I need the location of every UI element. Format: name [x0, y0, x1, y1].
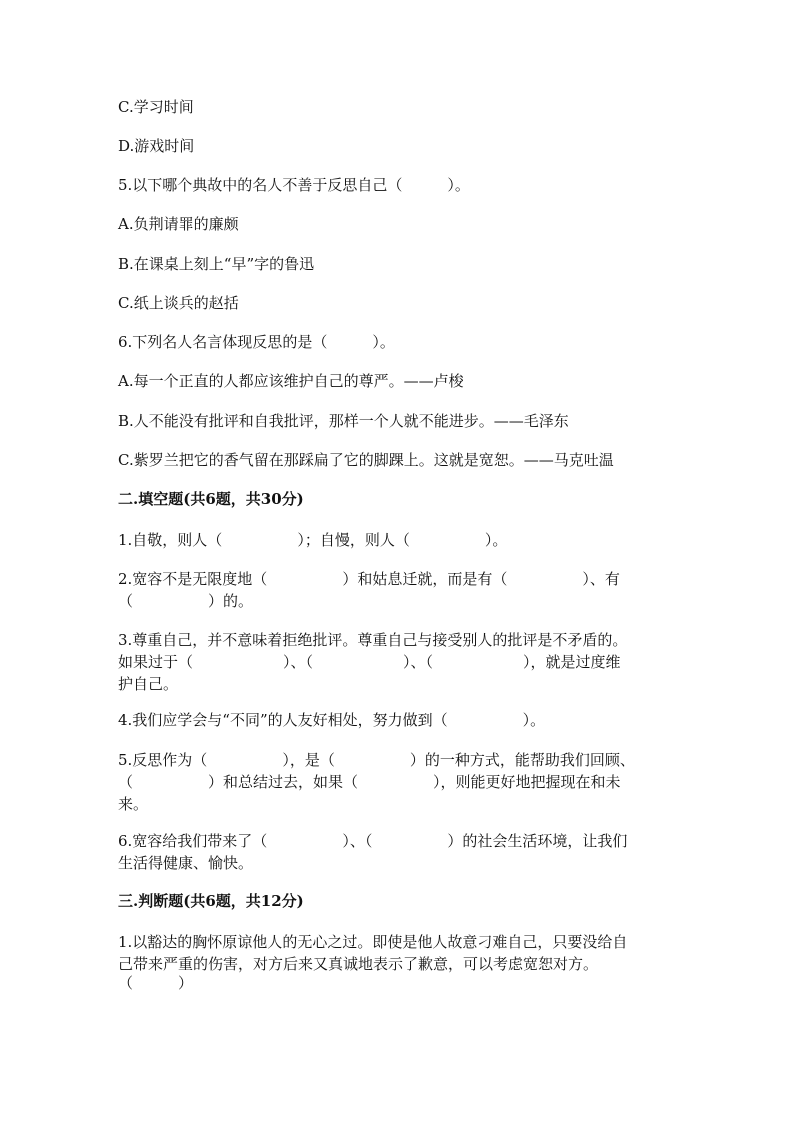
fill-q3-line1: 3.尊重自己，并不意味着拒绝批评。尊重自己与接受别人的批评是不矛盾的。 [118, 631, 628, 649]
q5-option-b: B.在课桌上刻上“早”字的鲁迅 [118, 255, 315, 273]
fill-q4: 4.我们应学会与“不同”的人友好相处，努力做到（ ）。 [118, 711, 546, 729]
fill-q5-line1: 5.反思作为（ ），是（ ）的一种方式，能帮助我们回顾、 [118, 751, 635, 769]
fill-q6-line1: 6.宽容给我们带来了（ ）、（ ）的社会生活环境，让我们 [118, 832, 628, 850]
fill-q1: 1.自敬，则人（ ）；自慢，则人（ ）。 [118, 531, 508, 549]
q6-option-a: A.每一个正直的人都应该维护自己的尊严。——卢梭 [118, 372, 464, 390]
q4-option-c: C.学习时间 [118, 98, 194, 116]
judge-q1-answer-blank: （ ） [118, 974, 194, 992]
q5-option-c: C.纸上谈兵的赵括 [118, 294, 239, 312]
q6-option-b: B.人不能没有批评和自我批评，那样一个人就不能进步。——毛泽东 [118, 412, 569, 430]
fill-q5-line3: 来。 [118, 795, 149, 813]
fill-q6-line2: 生活得健康、愉快。 [118, 854, 254, 872]
q6-option-c: C.紫罗兰把它的香气留在那踩扁了它的脚踝上。这就是宽恕。——马克吐温 [118, 451, 614, 469]
q5-option-a: A.负荆请罪的廉颇 [118, 215, 239, 233]
fill-q5-line2: （ ）和总结过去，如果（ ），则能更好地把握现在和未 [118, 773, 621, 791]
fill-q3-line2: 如果过于（ ）、（ ）、（ ），就是过度维 [118, 653, 621, 671]
section-heading-fill: 二.填空题(共6题，共30分) [118, 490, 304, 508]
judge-q1-line1: 1.以豁达的胸怀原谅他人的无心之过。即使是他人故意刁难自己，只要没给自 [118, 933, 628, 951]
fill-q3-line3: 护自己。 [118, 675, 179, 693]
q5-stem: 5.以下哪个典故中的名人不善于反思自己（ ）。 [118, 176, 470, 194]
fill-q2-line2: （ ）的。 [118, 592, 254, 610]
section-heading-judge: 三.判断题(共6题，共12分) [118, 892, 304, 910]
judge-q1-line2: 己带来严重的伤害，对方后来又真诚地表示了歉意，可以考虑宽恕对方。 [118, 955, 599, 973]
q4-option-d: D.游戏时间 [118, 137, 195, 155]
q6-stem: 6.下列名人名言体现反思的是（ ）。 [118, 333, 395, 351]
fill-q2-line1: 2.宽容不是无限度地（ ）和姑息迁就，而是有（ ）、有 [118, 570, 620, 588]
